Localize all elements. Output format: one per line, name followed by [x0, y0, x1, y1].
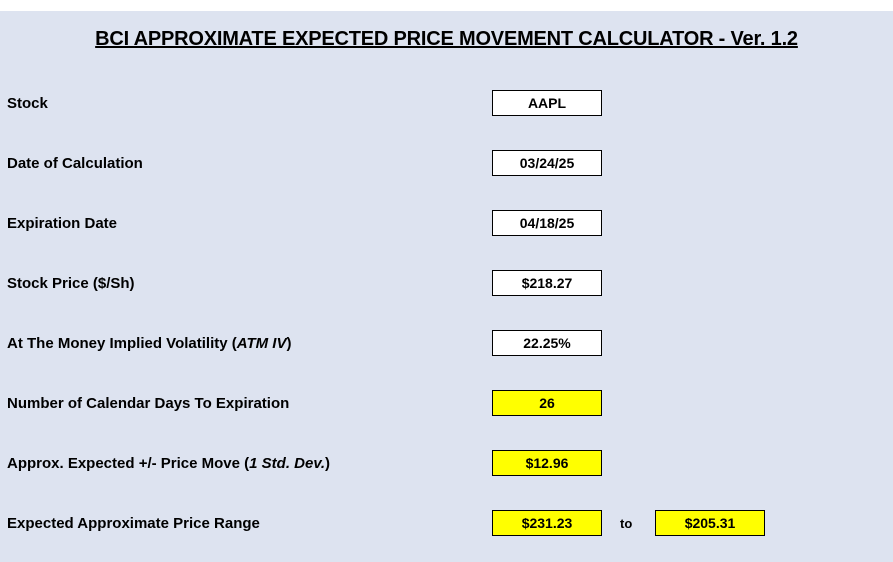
implied-volatility-input[interactable]: 22.25% — [492, 330, 602, 356]
row-expected-price-move — [0, 442, 893, 502]
days-to-expiration-value: 26 — [492, 390, 602, 416]
label-implied-volatility: At The Money Implied Volatility (ATM IV) — [7, 335, 292, 352]
row-expected-price-range — [0, 502, 893, 562]
range-separator: to — [620, 516, 633, 531]
calculator-rows — [0, 82, 893, 562]
expected-price-range-lower: $205.31 — [655, 510, 765, 536]
page-title: BCI APPROXIMATE EXPECTED PRICE MOVEMENT CALCULATOR - Ver. 1.2 — [95, 28, 798, 50]
label-days-to-expiration: Number of Calendar Days To Expiration — [7, 395, 290, 412]
date-of-calculation-input[interactable]: 03/24/25 — [492, 150, 602, 176]
row-implied-volatility — [0, 322, 893, 382]
row-stock — [0, 82, 893, 142]
stock-price-input[interactable]: $218.27 — [492, 270, 602, 296]
row-expiration-date — [0, 202, 893, 262]
label-expected-price-move: Approx. Expected +/- Price Move (1 Std. Dev.) — [7, 455, 331, 472]
label-stock-price: Stock Price ($/Sh) — [7, 275, 135, 292]
row-stock-price — [0, 262, 893, 322]
label-expected-price-range: Expected Approximate Price Range — [7, 515, 260, 532]
expected-price-move-value: $12.96 — [492, 450, 602, 476]
stock-input[interactable]: AAPL — [492, 90, 602, 116]
row-days-to-expiration — [0, 382, 893, 442]
expected-price-range-upper: $231.23 — [492, 510, 602, 536]
top-blank-strip — [0, 0, 893, 11]
row-date-of-calculation — [0, 142, 893, 202]
title-row — [0, 28, 893, 51]
expiration-date-input[interactable]: 04/18/25 — [492, 210, 602, 236]
label-expiration-date: Expiration Date — [7, 215, 118, 232]
label-date-of-calculation: Date of Calculation — [7, 155, 143, 172]
label-stock: Stock — [7, 95, 48, 112]
